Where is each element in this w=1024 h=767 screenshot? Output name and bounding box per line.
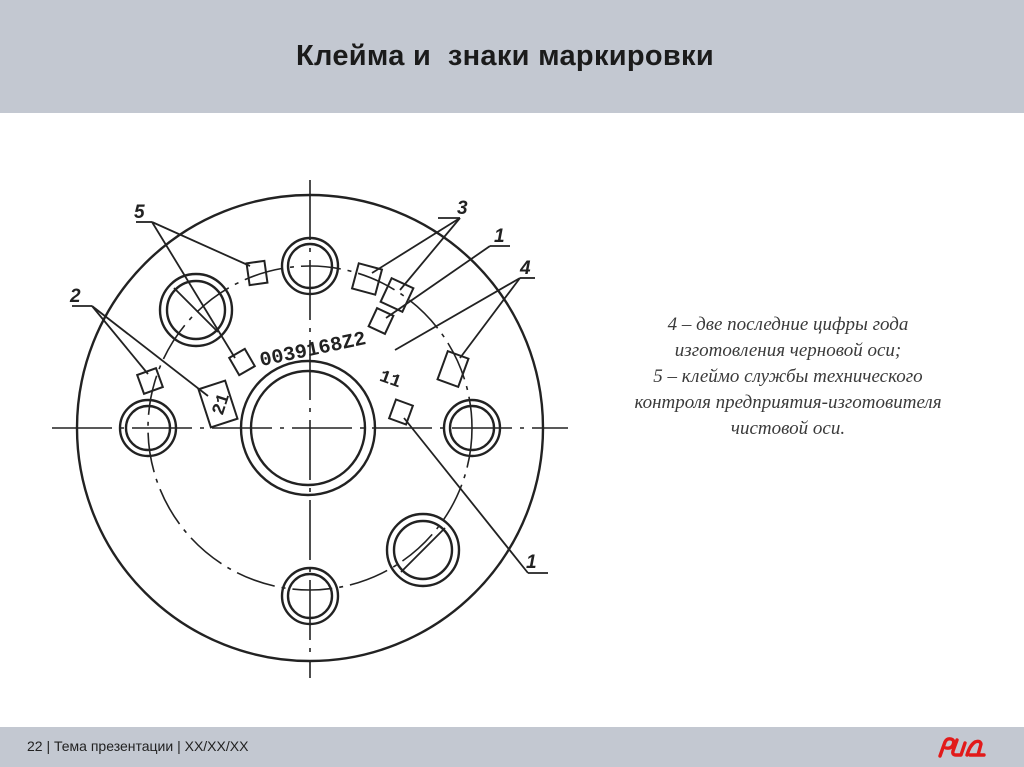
stamp-box-2	[137, 368, 163, 394]
stamp-box-right	[389, 400, 413, 425]
stamp-box-3a	[352, 263, 382, 294]
description-line: контроля предприятия-изготовителя	[634, 392, 942, 413]
stamp-box-5	[229, 349, 255, 375]
slide-header	[0, 0, 1024, 113]
presentation-topic: Тема презентации	[54, 738, 174, 754]
callout-5: 5	[134, 202, 145, 223]
stamp-box-3b	[381, 278, 414, 312]
footer-separator: |	[173, 738, 185, 754]
stamp-year-text: 21	[209, 391, 235, 418]
stamp-day-text: 11	[376, 367, 404, 394]
stamp-serial-number: 0039168Z2	[257, 328, 369, 374]
plugged-hole-lower-right	[387, 514, 459, 586]
callout-1-bottom: 1	[526, 552, 537, 573]
slide-title: Клейма и знаки маркировки	[295, 40, 714, 72]
description-line: 4 – две последние цифры года	[667, 314, 909, 335]
footer-separator: |	[42, 738, 54, 754]
callout-3: 3	[457, 198, 468, 219]
rzd-logo-icon	[936, 736, 988, 758]
callout-1-top: 1	[494, 226, 505, 247]
stamp-box-3c	[369, 308, 394, 334]
footer-text	[27, 738, 248, 754]
axle-end-drawing	[50, 178, 570, 680]
description-line: 5 – клеймо службы технического	[653, 366, 923, 387]
callout-4: 4	[520, 258, 531, 279]
description-text	[578, 312, 998, 442]
presentation-date: XX/XX/XX	[184, 738, 249, 754]
page-number: 22	[27, 738, 43, 754]
description-line: изготовления черновой оси;	[674, 340, 902, 361]
slide-footer	[0, 727, 1024, 767]
stamp-box-4	[438, 351, 469, 387]
callout-2: 2	[70, 286, 81, 307]
description-line: чистовой оси.	[730, 418, 846, 439]
